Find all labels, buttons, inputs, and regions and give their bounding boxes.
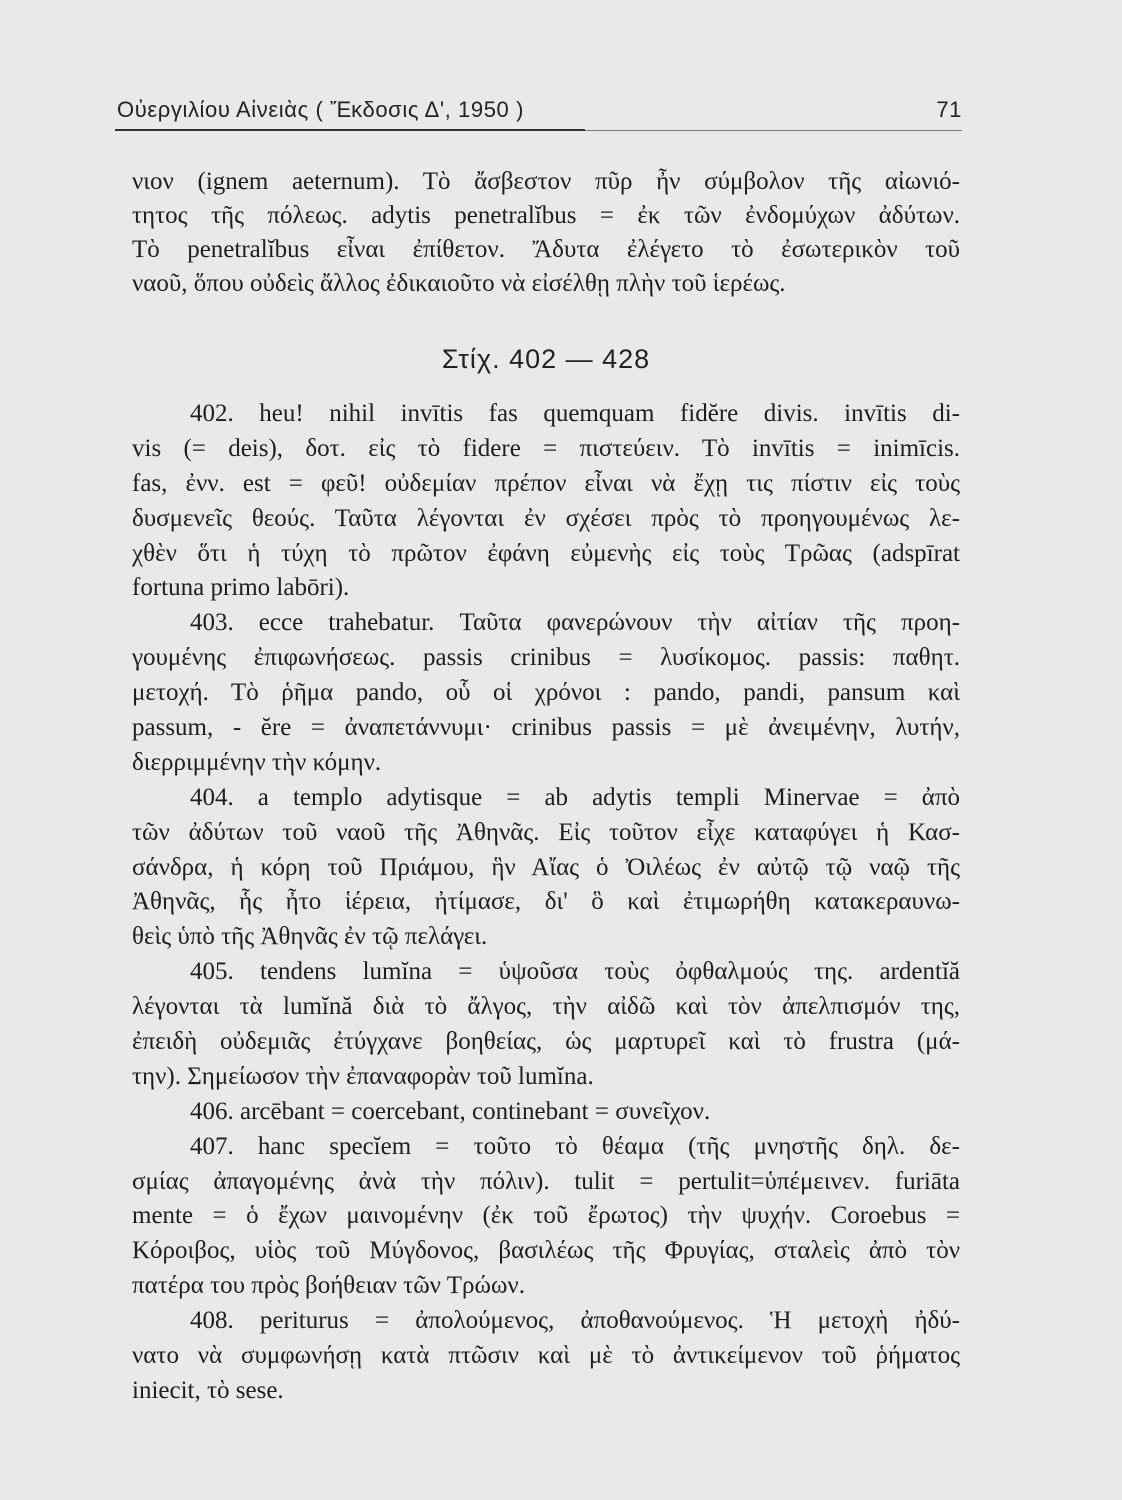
running-title: Οὐεργιλίου Αἰνειὰς ( Ἔκδοσις Δ', 1950 ) — [117, 97, 525, 122]
note-line: 406. arcēbant = coercebant, continebant = συνεῖχον. — [190, 1097, 711, 1125]
note-line: λέγονται τὰ lumĭnă διὰ τὸ ἄλγος, τὴν αἰδῶ καὶ τὸν ἀπελπισμόν της, — [132, 993, 960, 1021]
note-line: γουμένης ἐπιφωνήσεως. passis crinibus = λυσίκομος. passis: παθητ. — [132, 644, 960, 672]
verse-notes — [132, 397, 960, 1409]
note-line: θεὶς ὑπὸ τῆς Ἀθηνᾶς ἐν τῷ πελάγει. — [132, 923, 488, 951]
note-line: 404. a templo adytisque = ab adytis templi Minervae = ἀπὸ — [190, 783, 960, 811]
text-line: νιον (ignem aeternum). Τὸ ἄσβεστον πῦρ ἦν σύμβολον τῆς αἰωνιό- — [132, 168, 960, 195]
note-line: 408. periturus = ἀπολούμενος, ἀποθανούμενος. Ἡ μετοχὴ ἠδύ- — [190, 1307, 960, 1335]
note-line: σμίας ἀπαγομένης ἀνὰ τὴν πόλιν). tulit = pertulit=ὑπέμεινεν. furiāta — [132, 1167, 960, 1195]
continued-paragraph — [132, 165, 960, 301]
note-405 — [132, 955, 960, 1095]
text-line: Τὸ penetralĭbus εἶναι ἐπίθετον. Ἄδυτα ἐλέγετο τὸ ἐσωτερικὸν τοῦ — [132, 236, 960, 263]
text-line: ναοῦ, ὅπου οὐδεὶς ἄλλος ἐδικαιοῦτο νὰ εἰσέλθῃ πλὴν τοῦ ἱερέως. — [132, 270, 786, 297]
header-rule-underline — [115, 129, 585, 131]
note-line: 407. hanc specĭem = τοῦτο τὸ θέαμα (τῆς μνηστῆς δηλ. δε- — [190, 1132, 960, 1160]
note-line: fortuna primo labōri). — [132, 574, 350, 602]
note-line: δυσμενεῖς θεούς. Ταῦτα λέγονται ἐν σχέσει πρὸς τὸ προηγουμένως λε- — [132, 504, 960, 532]
note-line: μετοχή. Τὸ ῥῆμα pando, οὗ οἱ χρόνοι : pando, pandi, pansum καὶ — [132, 679, 960, 707]
note-line: mente = ὁ ἔχων μαινομένην (ἐκ τοῦ ἔρωτος) τὴν ψυχήν. Coroebus = — [132, 1202, 960, 1230]
note-406 — [132, 1095, 960, 1130]
note-line: διερριμμένην τὴν κόμην. — [132, 748, 382, 776]
note-line: σάνδρα, ἡ κόρη τοῦ Πριάμου, ἣν Αἴας ὁ Ὀιλέως ἐν αὐτῷ τῷ ναῷ τῆς — [132, 853, 960, 881]
note-line: 403. ecce trahebatur. Ταῦτα φανερώνουν τὴν αἰτίαν τῆς προη- — [190, 609, 960, 637]
note-line: fas, ἐνν. est = φεῦ! οὐδεμίαν πρέπον εἶναι νὰ ἔχῃ τις πίστιν εἰς τοὺς — [132, 469, 960, 497]
note-line: την). Σημείωσον τὴν ἐπαναφορὰν τοῦ lumĭna. — [132, 1062, 594, 1090]
note-402 — [132, 397, 960, 606]
running-head — [117, 95, 962, 125]
note-line: ἐπειδὴ οὐδεμιᾶς ἐτύγχανε βοηθείας, ὡς μαρτυρεῖ καὶ τὸ frustra (μά- — [132, 1028, 960, 1056]
note-404 — [132, 781, 960, 955]
note-line: νατο νὰ συμφωνήσῃ κατὰ πτῶσιν καὶ μὲ τὸ ἀντικείμενον τοῦ ῥήματος — [132, 1342, 960, 1370]
note-408 — [132, 1304, 960, 1409]
section-heading: Στίχ. 402 — 428 — [441, 344, 651, 374]
note-line: vis (= deis), δοτ. εἰς τὸ fidere = πιστεύειν. Τὸ invītis = inimīcis. — [132, 434, 960, 462]
note-line: 405. tendens lumĭna = ὑψοῦσα τοὺς ὀφθαλμούς της. ardentĭă — [190, 958, 960, 986]
note-403 — [132, 606, 960, 780]
note-line: iniecit, τὸ sese. — [132, 1376, 284, 1404]
note-line: τῶν ἀδύτων τοῦ ναοῦ τῆς Ἀθηνᾶς. Εἰς τοῦτον εἶχε καταφύγει ἡ Κασ- — [132, 818, 960, 846]
note-line: πατέρα του πρὸς βοήθειαν τῶν Τρώων. — [132, 1272, 525, 1300]
note-407 — [132, 1130, 960, 1304]
note-line: passum, - ĕre = ἀναπετάννυμι· crinibus passis = μὲ ἀνειμένην, λυτήν, — [132, 714, 960, 742]
note-line: Κόροιβος, υἱὸς τοῦ Μύγδονος, βασιλέως τῆς Φρυγίας, σταλεὶς ἀπὸ τὸν — [132, 1237, 960, 1265]
page-number: 71 — [936, 97, 962, 122]
text-line: τητος τῆς πόλεως. adytis penetralĭbus = ἐκ τῶν ἐνδομύχων ἀδύτων. — [132, 202, 960, 229]
note-line: Ἀθηνᾶς, ἧς ἦτο ἱέρεια, ἠτίμασε, δι' ὃ καὶ ἐτιμωρήθη κατακεραυνω- — [132, 888, 960, 916]
note-line: 402. heu! nihil invītis fas quemquam fidĕre divis. invītis di- — [190, 400, 960, 427]
note-line: χθὲν ὅτι ἡ τύχη τὸ πρῶτον ἐφάνη εὐμενὴς εἰς τοὺς Τρῶας (adspīrat — [132, 539, 960, 567]
